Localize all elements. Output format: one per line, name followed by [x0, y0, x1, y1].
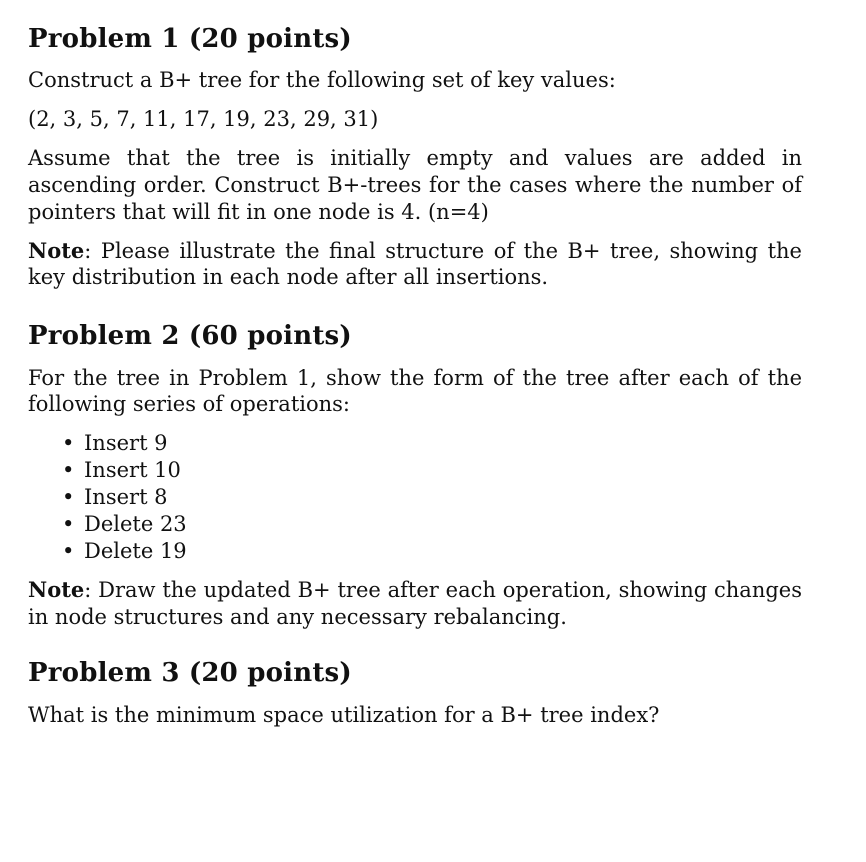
problem-3: [28, 658, 802, 728]
bullet-icon: •: [62, 431, 75, 456]
problem-1-note: [28, 238, 802, 292]
problem-2-intro: For the tree in Problem 1, show the form of the tree after each of the following series of operations:: [28, 365, 802, 417]
list-item: [62, 430, 802, 457]
problem-2-title: Problem 2 (60 points): [28, 321, 352, 352]
list-item: [62, 484, 802, 511]
problem-2-note-text: : Draw the updated B+ tree after each operation, showing changes in node structures and any necessary rebalancing.: [28, 577, 802, 629]
bullet-icon: •: [62, 511, 75, 536]
operation-label: Insert 8: [84, 485, 168, 509]
operation-label: Insert 9: [84, 431, 168, 456]
problem-2-note: [28, 577, 802, 631]
list-item: [62, 511, 802, 538]
bullet-icon: •: [62, 485, 75, 509]
list-item: [62, 538, 802, 565]
problem-1-note-text: : Please illustrate the final structure of the B+ tree, showing the key distribution in each node after all insertions.: [28, 238, 802, 290]
operation-label: Delete 23: [84, 511, 187, 536]
problem-1-note-label: Note: [28, 237, 85, 263]
problem-1-keys: (2, 3, 5, 7, 11, 17, 19, 23, 29, 31): [28, 107, 379, 132]
problem-3-question: What is the minimum space utilization for a B+ tree index?: [28, 702, 660, 727]
problem-1-assumption: Assume that the tree is initially empty and values are added in ascending order. Construct B+-trees for the cases where the number of pointers that will fit in one node is 4. (n=4): [28, 145, 802, 224]
problem-1-title: Problem 1 (20 points): [28, 24, 352, 54]
problem-1: [28, 24, 802, 291]
problem-1-intro: Construct a B+ tree for the following set of key values:: [28, 68, 616, 93]
operation-label: Delete 19: [84, 538, 187, 563]
problem-2-note-label: Note: [28, 576, 85, 602]
list-item: [62, 457, 802, 484]
bullet-icon: •: [62, 538, 75, 563]
bullet-icon: •: [62, 458, 75, 483]
operations-list: [28, 430, 802, 564]
operation-label: Insert 10: [84, 458, 181, 483]
problem-3-title: Problem 3 (20 points): [28, 658, 352, 689]
problem-2: [28, 321, 802, 630]
